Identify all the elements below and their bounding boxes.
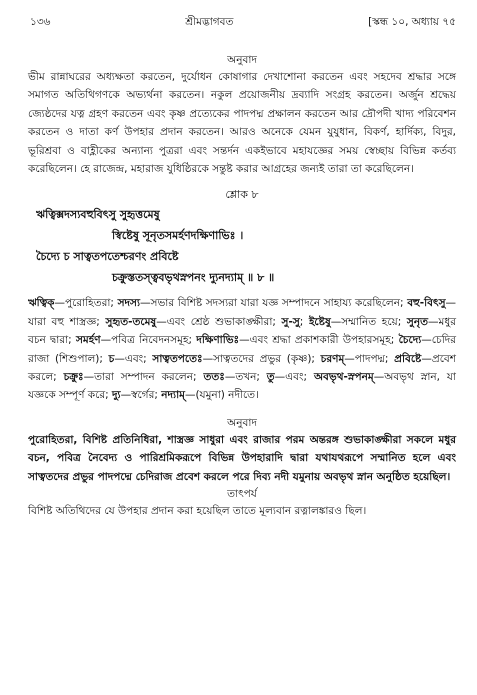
- synonym-meaning: —এবং শ্রদ্ধা প্রকাশকারী উপহারসমূহ;: [239, 334, 399, 347]
- synonym-meaning: —পবিত্র নিবেদনসমূহ;: [100, 334, 197, 347]
- synonym-term: সু-সু: [281, 315, 300, 328]
- synonym-term: তু: [266, 371, 275, 384]
- synonym-meaning: —পাদপদ্ম;: [344, 352, 395, 365]
- synonym-term: ঋত্বিক্: [28, 297, 55, 310]
- translation-text: ভীম রান্নাঘরের অধ্যক্ষতা করতেন, দুর্যোধন কোষাগার দেখাশোনা করতেন এবং সহদেব শ্রদ্ধার সঙ্গে সমাগত অতিথিগণকে অভ্যর্থনা করতেন। নকুল প্রয়োজনীয় দ্রব্যাদি সংগ্রহ করতেন। অর্জুন শ্রদ্ধেয় জ্যেষ্ঠদের যত্ন গ্রহণ করতেন এবং কৃষ্ণ প্রত্যেকের পাদপদ্ম প্রক্ষালন করতেন আর দ্রৌপদী খাদ্য পরিবেশন করতেন ও দাতা কর্ণ উপহার প্রদান করতেন। আরও অনেকে যেমন যুযুধান, বিকর্ণ, হার্দিক্য, বিদুর, ভূরিশ্রবা ও বাহ্লীকের অন্যান্য পুত্ররা এবং সন্তর্দন একইভাবে মহাযজ্ঞের সময় স্বেচ্ছায় বিভিন্ন কর্তব্য করেছিলেন। হে রাজেন্দ্র, মহারাজ যুধিষ্ঠিরকে সন্তুষ্ট করার আগ্রহের জন্যই তারা তা করেছিলেন।: [28, 71, 456, 176]
- translation-heading: অনুবাদ: [227, 416, 257, 429]
- synonym-meaning: —স্বর্গের;: [120, 389, 162, 402]
- synonym-meaning: —সম্মানিত হয়ে;: [330, 315, 407, 328]
- synonym-meaning: ;: [299, 315, 309, 328]
- verse-line: চক্রুস্ততস্ত্ববভৃথস্নপনং দ্যুনদ্যাম্ ॥ ৮ ॥: [112, 271, 275, 285]
- synonym-meaning: —যারা বহু শাস্ত্রজ্ঞ;: [28, 297, 457, 328]
- synonym-term: চক্রুঃ: [63, 371, 84, 384]
- synonym-term: চৈদ্যে: [398, 334, 422, 347]
- purport-text: বিশিষ্ট অতিথিদের যে উপহার প্রদান করা হয়েছিল তাতে মূল্যবান রত্নালঙ্কারও ছিল।: [28, 505, 367, 518]
- synonyms: [28, 294, 456, 404]
- synonym-meaning: —সাত্বতদের প্রভুর (কৃষ্ণ);: [202, 352, 321, 365]
- translation-text: পুরোহিতরা, বিশিষ্ট প্রতিনিধিরা, শাস্ত্রজ্ঞ সাধুরা এবং রাজার পরম অন্তরঙ্গ শুভাকাঙ্ক্ষীরা সকলে মধুর বচন, পবিত্র নৈবেদ্য ও পারিশ্রমিকরূপে বিভিন্ন উপহারাদি দ্বারা যথাযথরূপে সম্মানিত হলে এবং সাত্বতদের প্রভুর পাদপদ্মে চেদিরাজ প্রবেশ করলে পরে দিব্য নদী যমুনায় অবভৃথ স্নান অনুষ্ঠিত হয়েছিল।: [28, 433, 456, 483]
- synonym-meaning: —সভার বিশিষ্ট সদস্যরা যারা যজ্ঞ সম্পাদনে সাহায্য করেছিলেন;: [140, 297, 408, 310]
- synonym-term: প্রবিষ্টে: [394, 352, 422, 365]
- synonym-term: দ্যু: [112, 389, 121, 402]
- book-title: শ্রীমদ্ভাগবত: [185, 16, 234, 28]
- verse-line: ঋত্বিক্সদস্যবহুবিৎসু সুহৃত্তমেষু: [36, 208, 160, 222]
- page-number: ১৩৬: [30, 16, 51, 28]
- synonym-meaning: —মধুর বচন দ্বারা;: [28, 315, 456, 347]
- synonym-term: সদস্য: [117, 297, 141, 310]
- synonym-meaning: —প্রবেশ করলে;: [28, 352, 456, 384]
- synonym-term: চ: [108, 352, 115, 365]
- page: [28, 14, 456, 521]
- synonym-term: ততঃ: [203, 371, 225, 384]
- page-header: [28, 14, 456, 30]
- synonym-meaning: —এবং শ্রেষ্ঠ শুভাকাঙ্ক্ষীরা;: [156, 315, 282, 328]
- chapter-location: [স্কন্ধ ১০, অধ্যায় ৭৫: [368, 16, 456, 28]
- verse-heading: শ্লোক ৮: [225, 188, 259, 202]
- synonym-meaning: —এবং;: [114, 352, 153, 365]
- synonym-term: অবভৃথ-স্নপনম্: [313, 371, 374, 384]
- synonym-meaning: —তারা সম্পাদন করলেন;: [83, 371, 204, 384]
- synonym-term: চরণম্: [320, 352, 345, 365]
- synonym-term: নদ্যাম্: [161, 389, 185, 402]
- synonym-meaning: —অবভৃথ স্নান, যা যজ্ঞকে সম্পূর্ণ করে;: [28, 371, 456, 402]
- synonym-meaning: —চেদির রাজা (শিশুপাল);: [28, 334, 456, 365]
- verse-line: স্বিষ্টেষু সূনৃতসমর্হণদক্ষিণাভিঃ ।: [112, 229, 244, 243]
- synonym-meaning: —(যমুনা) নদীতে।: [184, 389, 259, 402]
- synonym-meaning: —পুরোহিতরা;: [54, 297, 118, 310]
- verse-block: [28, 204, 456, 288]
- translation-heading: অনুবাদ: [227, 54, 257, 66]
- synonym-meaning: —এবং;: [274, 371, 314, 384]
- synonym-term: দক্ষিণাভিঃ: [196, 334, 240, 347]
- synonym-term: সুহৃত-তমেষু: [105, 315, 157, 328]
- synonym-term: বহু-বিৎসু: [407, 297, 446, 310]
- purport-heading: তাৎপর্য: [227, 488, 257, 501]
- synonym-meaning: —তখন;: [224, 371, 267, 384]
- synonym-term: ইষ্টেষু: [308, 315, 331, 328]
- synonym-term: সমর্হণ: [75, 334, 101, 347]
- synonym-term: সাত্বতপতেঃ: [152, 352, 203, 365]
- verse-line: চৈদ্যে চ সাত্বতপতেশ্চরণং প্রবিষ্টে: [36, 250, 179, 264]
- synonym-term: সুনৃত: [406, 315, 428, 328]
